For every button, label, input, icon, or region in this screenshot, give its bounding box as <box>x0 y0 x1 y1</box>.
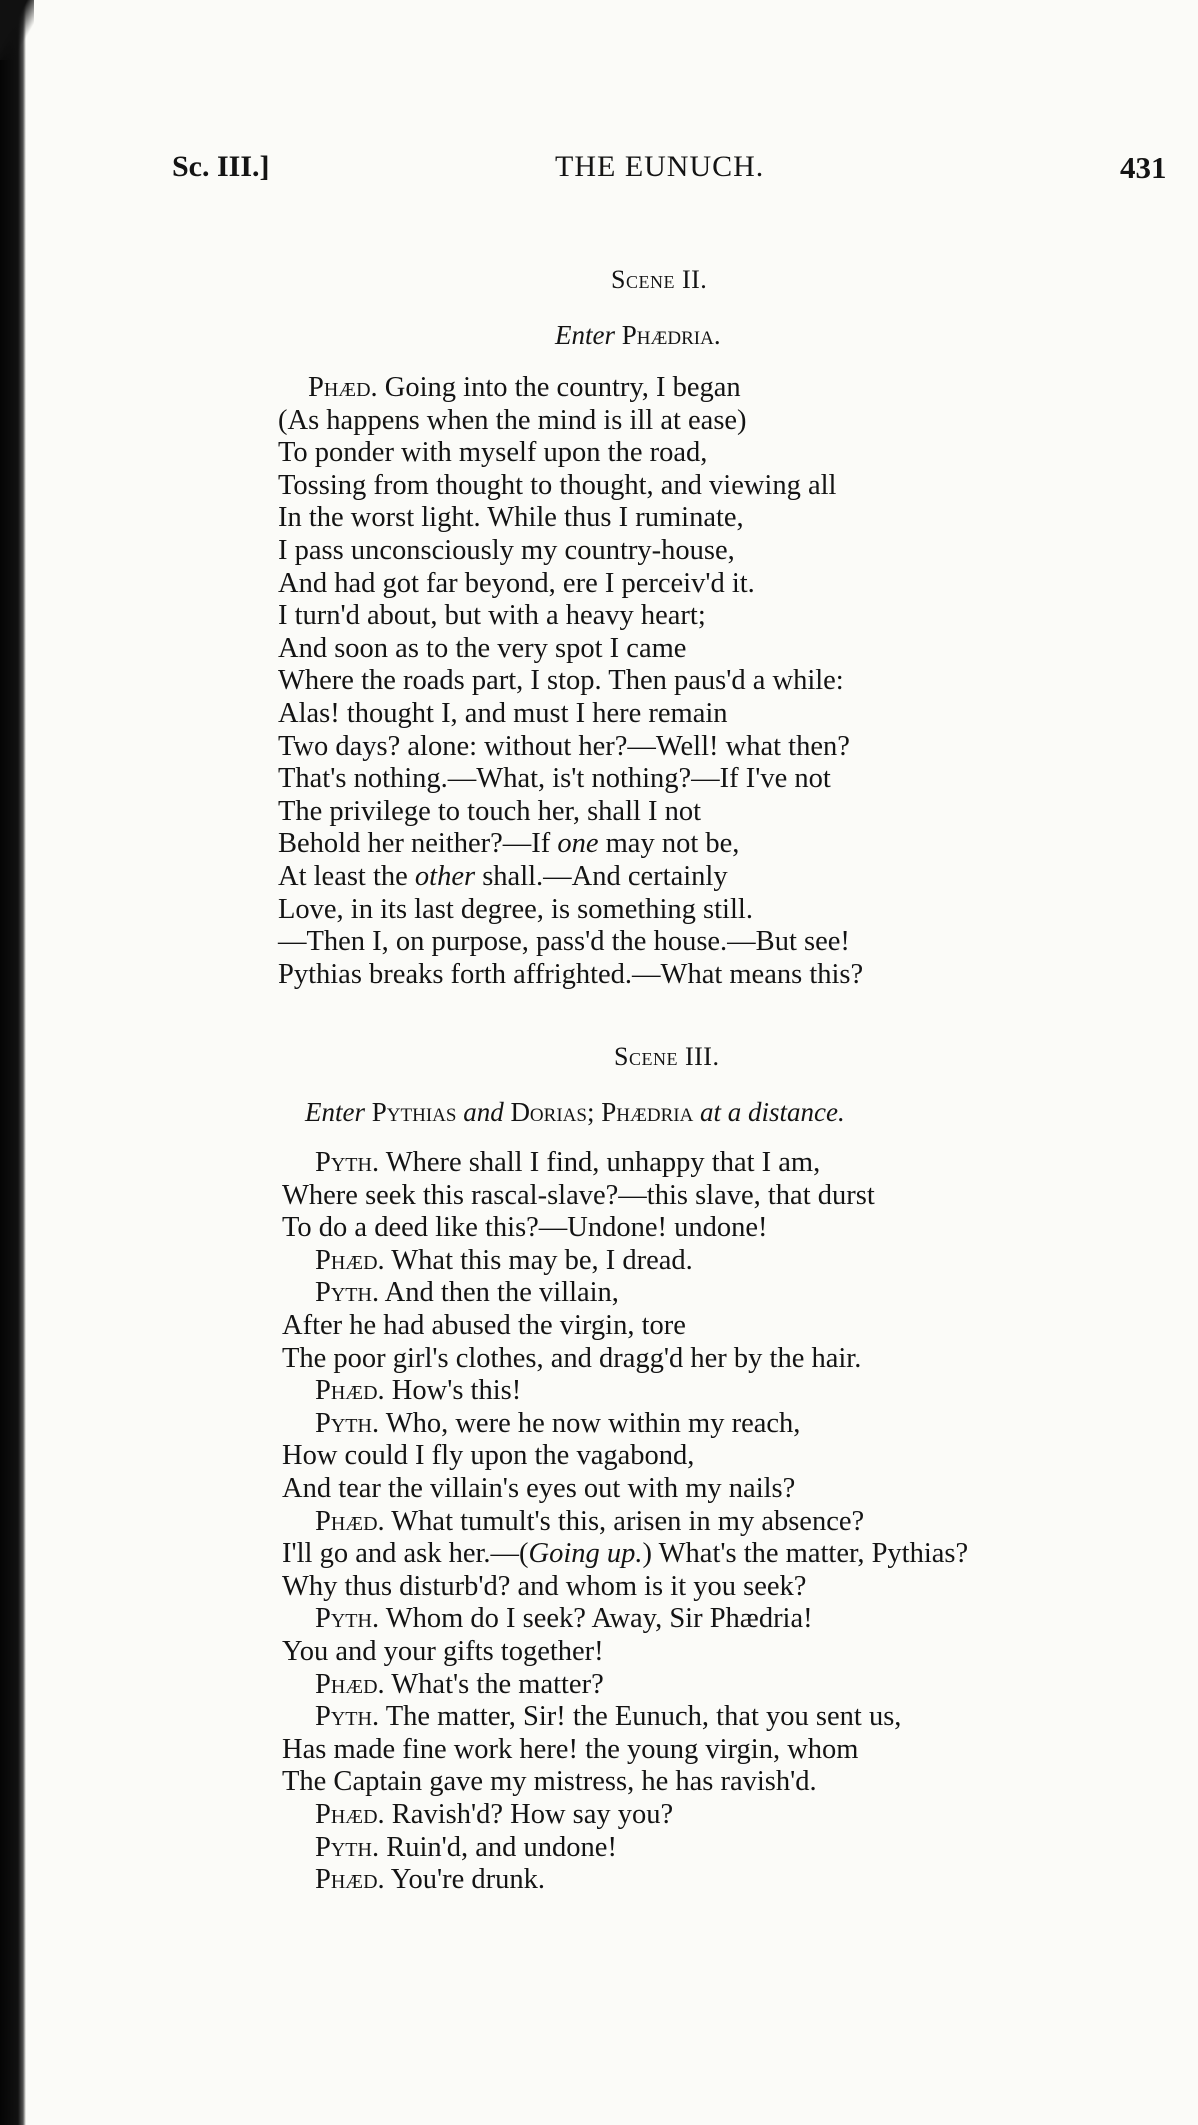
line-text: Tossing from thought to thought, and viewing all <box>278 469 837 501</box>
line-text: Pythias breaks forth affrighted.—What means this? <box>278 958 864 990</box>
speaker-name: Phæd. <box>315 1864 385 1896</box>
page-number: 431 <box>1120 150 1167 185</box>
verse-line <box>282 1180 875 1212</box>
scene-two-title <box>611 265 707 295</box>
verse-line <box>278 600 706 632</box>
line-text: I'll go and ask her.—( <box>282 1538 529 1570</box>
conjunction: and <box>463 1097 504 1127</box>
line-text: —Then I, on purpose, pass'd the house.—But see! <box>278 926 850 958</box>
verse-line <box>278 437 707 469</box>
line-text: The matter, Sir! the Eunuch, that you sent us, <box>379 1701 902 1733</box>
verse-line <box>278 763 831 795</box>
verse-line <box>278 470 836 502</box>
line-text: How's this! <box>384 1375 522 1407</box>
book-binding-edge <box>0 0 26 2125</box>
enter-word: Enter <box>555 320 615 350</box>
line-text: (As happens when the mind is ill at ease) <box>278 404 747 436</box>
stage-note: at a distance. <box>700 1097 845 1127</box>
verse-line <box>315 1277 619 1309</box>
verse-line <box>278 959 863 991</box>
scene-word: Scene <box>611 265 675 294</box>
running-head <box>172 150 1198 190</box>
line-text: Who, were he now within my reach, <box>379 1407 801 1439</box>
character-name: Pythias <box>371 1097 457 1127</box>
line-text: And then the villain, <box>379 1277 619 1309</box>
line-text: Two days? alone: without her?—Well! what then? <box>278 730 850 762</box>
verse-line <box>282 1440 694 1472</box>
line-text: Where the roads part, I stop. Then paus'd a while: <box>278 665 844 697</box>
verse-line <box>282 1734 858 1766</box>
speaker-name: Pyth. <box>315 1701 380 1733</box>
line-text: The poor girl's clothes, and dragg'd her by the hair. <box>282 1342 862 1374</box>
speaker-name: Phæd. <box>315 1375 385 1407</box>
speaker-name: Pyth. <box>315 1603 380 1635</box>
line-text: And had got far beyond, ere I perceiv'd it. <box>278 567 755 599</box>
scene-three-stage-direction <box>305 1097 845 1128</box>
speaker-name: Phæd. <box>315 1505 385 1537</box>
scene-number: II. <box>681 265 708 294</box>
line-text: And soon as to the very spot I came <box>278 632 687 664</box>
line-text: What's the matter? <box>384 1668 604 1700</box>
line-text: Alas! thought I, and must I here remain <box>278 698 728 729</box>
line-text: At least the <box>278 861 415 892</box>
running-head-title: THE EUNUCH. <box>555 150 765 183</box>
line-text: How could I fly upon the vagabond, <box>282 1440 695 1472</box>
verse-line <box>278 698 728 730</box>
verse-line <box>278 502 744 534</box>
verse-line <box>278 828 739 860</box>
verse-line <box>282 1571 806 1603</box>
line-text: To do a deed like this?—Undone! undone! <box>282 1212 768 1244</box>
verse-line <box>282 1310 686 1342</box>
line-text: ) What's the matter, Pythias? <box>642 1538 969 1570</box>
line-text: You're drunk. <box>384 1864 545 1896</box>
verse-line <box>315 1506 864 1538</box>
speaker-name: Pyth. <box>315 1831 380 1863</box>
enter-word: Enter <box>305 1097 365 1127</box>
line-text: Behold her neither?—If <box>278 828 558 860</box>
verse-line <box>278 731 850 763</box>
character-name: Phædria <box>601 1097 694 1127</box>
running-head-scene-ref: Sc. III.] <box>172 150 270 183</box>
scene-two-stage-direction <box>555 320 721 351</box>
separator: ; <box>586 1097 595 1127</box>
verse-line <box>282 1212 768 1244</box>
verse-line <box>315 1603 813 1635</box>
line-text: Ravish'd? How say you? <box>384 1799 674 1830</box>
emphasis: other <box>414 861 476 892</box>
verse-line <box>308 372 741 404</box>
line-text: What tumult's this, arisen in my absence? <box>384 1505 865 1537</box>
speaker-name: Phæd. <box>315 1244 385 1276</box>
verse-line <box>315 1147 820 1179</box>
verse-line <box>315 1799 673 1831</box>
character-name: Phædria. <box>621 320 721 350</box>
line-text: That's nothing.—What, is't nothing?—If I've not <box>278 763 831 795</box>
verse-line <box>315 1832 617 1864</box>
verse-line <box>278 796 701 828</box>
verse-line <box>282 1473 795 1505</box>
emphasis: Going up. <box>528 1538 643 1570</box>
line-text: Where shall I find, unhappy that I am, <box>379 1147 821 1178</box>
line-text: Ruin'd, and undone! <box>379 1831 617 1863</box>
line-text: The privilege to touch her, shall I not <box>278 795 702 827</box>
line-text: After he had abused the virgin, tore <box>282 1310 686 1341</box>
speaker-name: Pyth. <box>315 1147 380 1178</box>
verse-line <box>315 1408 800 1440</box>
verse-line <box>315 1375 521 1407</box>
scene-word: Scene <box>614 1042 678 1071</box>
verse-line <box>278 568 755 600</box>
scene-number: III. <box>684 1042 720 1071</box>
verse-line <box>278 665 844 697</box>
verse-line <box>278 535 735 567</box>
character-name: Dorias <box>510 1097 587 1127</box>
line-text: shall.—And certainly <box>475 861 728 892</box>
verse-line <box>282 1538 968 1570</box>
line-text: What this may be, I dread. <box>384 1244 693 1276</box>
speaker-name: Phæd. <box>315 1799 385 1830</box>
line-text: Has made fine work here! the young virgin, whom <box>282 1733 859 1765</box>
scene-three-title <box>614 1042 719 1072</box>
line-text: Going into the country, I began <box>377 372 741 403</box>
verse-line <box>278 894 753 926</box>
verse-line <box>278 926 850 958</box>
speaker-name: Phæd. <box>308 372 378 403</box>
line-text: I pass unconsciously my country-house, <box>278 535 735 566</box>
speaker-name: Pyth. <box>315 1407 380 1439</box>
emphasis: one <box>557 828 599 860</box>
verse-line <box>278 405 747 437</box>
verse-line <box>278 861 728 893</box>
binding-shadow <box>0 0 34 60</box>
verse-line <box>315 1701 901 1733</box>
line-text: Where seek this rascal-slave?—this slave, that durst <box>282 1179 875 1211</box>
verse-line <box>315 1245 693 1277</box>
line-text: Why thus disturb'd? and whom is it you seek? <box>282 1570 807 1602</box>
verse-line <box>315 1669 604 1701</box>
verse-line <box>282 1636 604 1668</box>
line-text: And tear the villain's eyes out with my nails? <box>282 1473 796 1504</box>
line-text: may not be, <box>598 828 740 860</box>
line-text: The Captain gave my mistress, he has ravish'd. <box>282 1766 817 1798</box>
speaker-name: Pyth. <box>315 1277 380 1309</box>
verse-line <box>282 1343 861 1375</box>
speaker-name: Phæd. <box>315 1668 385 1700</box>
line-text: Whom do I seek? Away, Sir Phædria! <box>379 1603 813 1635</box>
line-text: You and your gifts together! <box>282 1636 604 1667</box>
line-text: In the worst light. While thus I ruminate, <box>278 502 744 534</box>
line-text: I turn'd about, but with a heavy heart; <box>278 600 706 632</box>
line-text: To ponder with myself upon the road, <box>278 437 708 469</box>
verse-line <box>315 1864 545 1896</box>
verse-line <box>278 633 686 665</box>
line-text: Love, in its last degree, is something still. <box>278 893 753 925</box>
verse-line <box>282 1766 817 1798</box>
